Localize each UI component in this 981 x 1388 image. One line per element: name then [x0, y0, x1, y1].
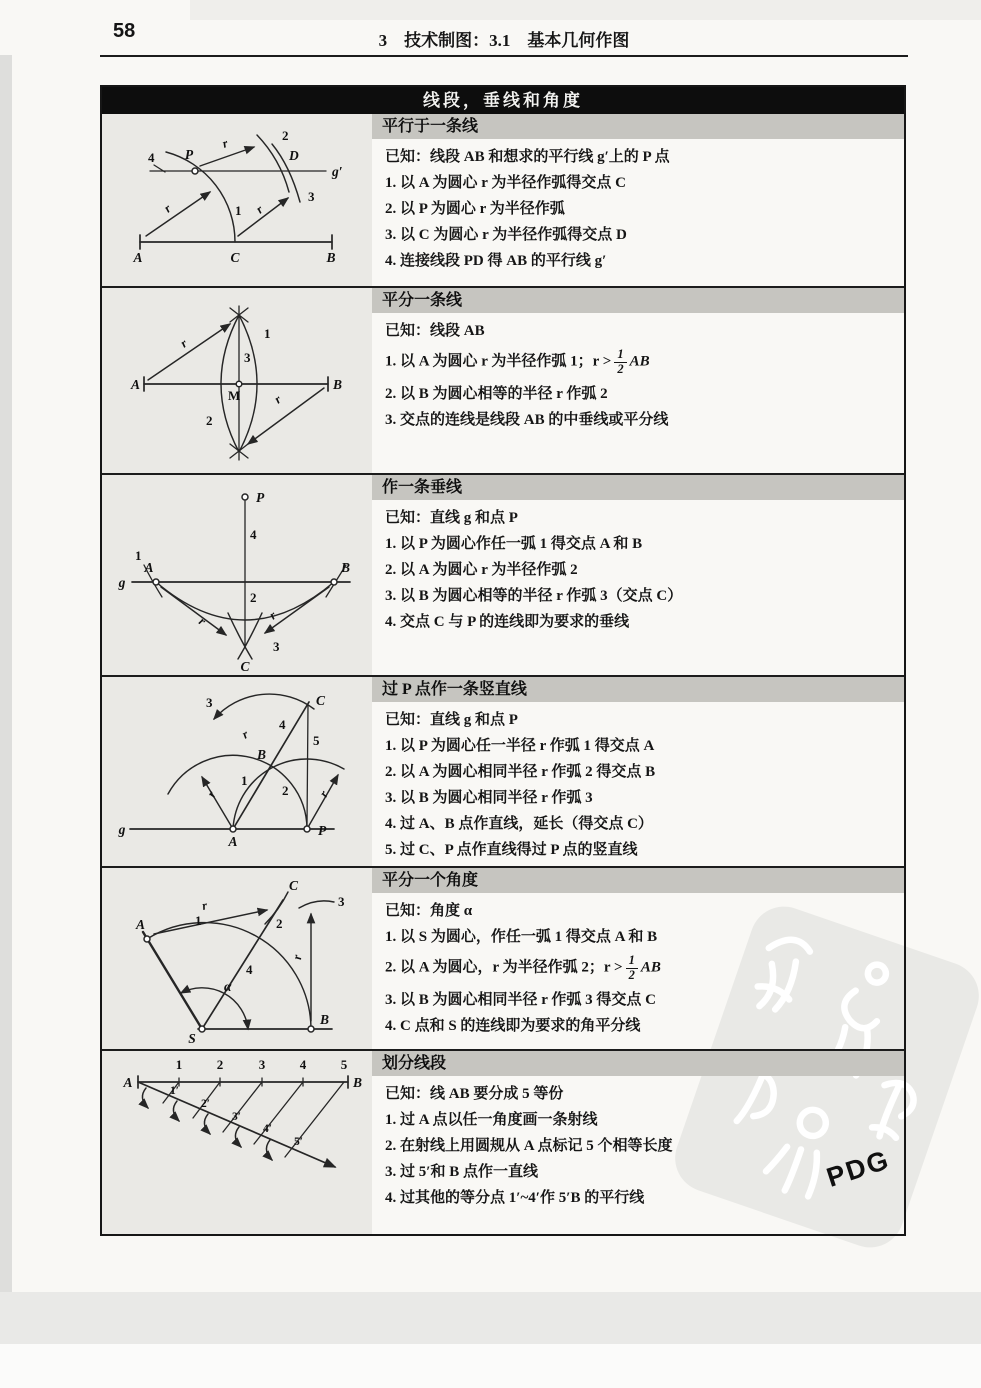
step-item: 5. 过 C、P 点作直线得过 P 点的竖直线: [385, 842, 638, 859]
point-label: B: [341, 560, 351, 575]
text-cell: [372, 1051, 904, 1234]
point-label: C: [230, 250, 240, 265]
section-steps: [372, 139, 904, 274]
text-cell: [372, 677, 904, 866]
step-item: 4. C 点和 S 的连线即为要求的角平分线: [385, 1017, 641, 1034]
angle-label: α: [224, 979, 232, 994]
given-line: 已知：直线 g 和点 P: [385, 712, 518, 728]
diagram-cell: [102, 677, 372, 866]
step-item: 2. 以 A 为圆心相同半径 r 作弧 2 得交点 B: [385, 764, 656, 781]
step-label: 3: [273, 639, 280, 654]
header-rule: [100, 55, 908, 57]
section-title: 过 P 点作一条竖直线: [372, 677, 904, 702]
step-item: 1. 以 A 为圆心 r 为半径作弧 1；r > $\frac{1}{2}$ AB: [385, 347, 650, 376]
text-cell: [372, 868, 904, 1049]
section-steps: [372, 1076, 904, 1211]
section-bisect-angle: [102, 866, 904, 1049]
table-title-bar: 线段，垂线和角度: [102, 87, 904, 114]
point-label: A: [228, 834, 238, 849]
step-item: 4. 连接线段 PD 得 AB 的平行线 g′: [385, 253, 607, 270]
radius-label: r: [161, 201, 174, 216]
division-label: 4′: [263, 1123, 272, 1135]
step-item: 2. 以 P 为圆心 r 为半径作弧: [385, 201, 565, 218]
section-steps: [372, 313, 904, 433]
section-title: 平行于一条线: [372, 114, 904, 139]
step-label: 3: [244, 350, 251, 365]
radius-label: r: [239, 727, 251, 742]
step-item: 2. 以 A 为圆心，r 为半径作弧 2；r > $\frac{1}{2}$ AB: [385, 953, 661, 982]
section-title: 划分线段: [372, 1051, 904, 1076]
step-label: 2: [250, 590, 257, 605]
tick-label: 3: [258, 1057, 266, 1072]
step-item: 3. 交点的连线是线段 AB 的中垂线或平分线: [385, 411, 669, 428]
diagram-parallel-line: [102, 114, 368, 284]
scan-artifact-bottom: [0, 1292, 981, 1344]
step-item: 4. 过 A、B 点作直线，延长（得交点 C）: [385, 816, 653, 833]
line-label: g: [118, 822, 126, 837]
point-label: B: [326, 250, 336, 265]
step-label: 1: [195, 913, 202, 928]
construction-methods-table: [100, 85, 906, 1236]
section-vertical-through-p: [102, 675, 904, 866]
step-label: 1: [264, 326, 271, 341]
fraction: $\frac{1}{2}$: [614, 348, 626, 377]
step-item: 2. 以 B 为圆心相等的半径 r 作弧 2: [385, 385, 608, 402]
scan-artifact-left: [0, 55, 12, 1295]
division-label: 5′: [294, 1136, 303, 1148]
section-steps: [372, 500, 904, 635]
radius-label: r: [200, 898, 209, 913]
given-line: 已知：线 AB 要分成 5 等份: [385, 1086, 564, 1102]
step-item: 4. 过其他的等分点 1′~4′作 5′B 的平行线: [385, 1190, 645, 1207]
step-item: 3. 过 5′和 B 点作一直线: [385, 1164, 538, 1181]
step-item: 1. 以 S 为圆心，作任一弧 1 得交点 A 和 B: [385, 929, 658, 946]
point-label: P: [256, 490, 265, 505]
diagram-bisect-angle: [102, 868, 368, 1049]
step-label: 4: [148, 150, 155, 165]
step-item: 2. 以 A 为圆心 r 为半径作弧 2: [385, 562, 578, 579]
division-label: 3′: [232, 1111, 241, 1123]
point-label: B: [333, 377, 343, 392]
section-steps: [372, 702, 904, 864]
diagram-bisect-line: [102, 288, 368, 473]
point-label: B: [257, 747, 267, 762]
point-label: P: [318, 823, 327, 838]
radius-label: r: [220, 136, 230, 151]
watermark-pdg-label: PDG: [822, 1144, 894, 1193]
section-parallel-line: [102, 114, 904, 286]
given-line: 已知：直线 g 和点 P: [385, 510, 518, 526]
diagram-perpendicular: [102, 475, 368, 675]
point-label: A: [136, 917, 146, 932]
radius-label: r: [290, 954, 305, 961]
division-label: 1′: [170, 1085, 179, 1097]
point-label: A: [133, 250, 143, 265]
tick-label: 1: [175, 1057, 183, 1072]
radius-label: r: [177, 336, 190, 351]
step-item: 2. 在射线上用圆规从 A 点标记 5 个相等长度: [385, 1138, 673, 1155]
scan-artifact-bottom-white: [0, 1344, 981, 1388]
fraction: $\frac{1}{2}$: [626, 954, 638, 983]
given-line: 已知：角度 α: [385, 903, 473, 919]
step-item: 4. 交点 C 与 P 的连线即为要求的垂线: [385, 614, 630, 631]
step-item: 1. 以 P 为圆心作任一弧 1 得交点 A 和 B: [385, 536, 643, 553]
running-header: 3 技术制图：3.1 基本几何作图: [378, 31, 630, 50]
point-label: A: [144, 560, 154, 575]
radius-label: r: [204, 788, 219, 800]
scan-artifact-top: [190, 0, 981, 20]
section-title: 平分一个角度: [372, 868, 904, 893]
step-label: 5: [313, 733, 320, 748]
step-label: 2: [206, 413, 213, 428]
section-steps: [372, 893, 904, 1039]
step-label: 2: [282, 783, 289, 798]
step-label: 2: [282, 128, 289, 143]
step-label: 4: [246, 962, 253, 977]
step-label: 1: [241, 773, 248, 788]
radius-label: r: [253, 202, 266, 217]
diagram-cell: [102, 1051, 372, 1234]
step-item: 3. 以 B 为圆心相等的半径 r 作弧 3（交点 C）: [385, 588, 683, 605]
diagram-cell: [102, 475, 372, 675]
division-label: 2′: [201, 1098, 210, 1110]
line-label: g′: [332, 164, 343, 179]
radius-label: r: [271, 392, 284, 407]
text-cell: [372, 475, 904, 675]
step-label: 3: [308, 189, 315, 204]
diagram-cell: [102, 114, 372, 286]
point-label: A: [130, 377, 140, 392]
section-divide-segment: [102, 1049, 904, 1234]
point-label: B: [320, 1012, 330, 1027]
step-label: 1: [235, 203, 242, 218]
point-label: C: [316, 693, 326, 708]
point-label: C: [289, 878, 299, 893]
diagram-cell: [102, 288, 372, 473]
step-label: 4: [279, 717, 286, 732]
section-title: 平分一条线: [372, 288, 904, 313]
tick-label: 5: [340, 1057, 348, 1072]
point-label: A: [123, 1075, 133, 1090]
given-line: 已知：线段 AB: [385, 323, 485, 339]
radius-label: r: [196, 614, 209, 629]
point-label: C: [240, 659, 250, 674]
line-label: g: [118, 575, 126, 590]
step-item: 1. 以 A 为圆心 r 为半径作弧得交点 C: [385, 175, 626, 192]
radius-label: r: [266, 608, 279, 623]
step-item: 1. 过 A 点以任一角度画一条射线: [385, 1112, 598, 1129]
section-bisect-line: [102, 286, 904, 473]
tick-label: 4: [299, 1057, 307, 1072]
diagram-vertical-through-p: [102, 677, 368, 866]
step-item: 3. 以 C 为圆心 r 为半径作弧得交点 D: [385, 227, 627, 244]
point-label: B: [353, 1075, 363, 1090]
step-item: 3. 以 B 为圆心相同半径 r 作弧 3 得交点 C: [385, 991, 656, 1008]
diagram-cell: [102, 868, 372, 1049]
point-label: D: [289, 148, 299, 163]
step-label: 1: [135, 548, 142, 563]
step-item: 3. 以 B 为圆心相同半径 r 作弧 3: [385, 790, 593, 807]
section-perpendicular: [102, 473, 904, 675]
diagram-divide-segment: [102, 1051, 368, 1234]
radius-label: r: [316, 788, 332, 800]
point-label: P: [184, 147, 194, 162]
tick-label: 2: [216, 1057, 224, 1072]
point-label: M: [228, 388, 241, 403]
text-cell: [372, 114, 904, 286]
text-cell: [372, 288, 904, 473]
step-item: 1. 以 P 为圆心任一半径 r 作弧 1 得交点 A: [385, 738, 655, 755]
point-label: S: [188, 1031, 196, 1046]
step-label: 3: [206, 695, 213, 710]
step-label: 4: [250, 527, 257, 542]
section-title: 作一条垂线: [372, 475, 904, 500]
given-line: 已知：线段 AB 和想求的平行线 g′上的 P 点: [385, 149, 670, 165]
step-label: 3: [338, 894, 345, 909]
step-label: 2: [276, 916, 283, 931]
page-number: 58: [113, 20, 136, 42]
